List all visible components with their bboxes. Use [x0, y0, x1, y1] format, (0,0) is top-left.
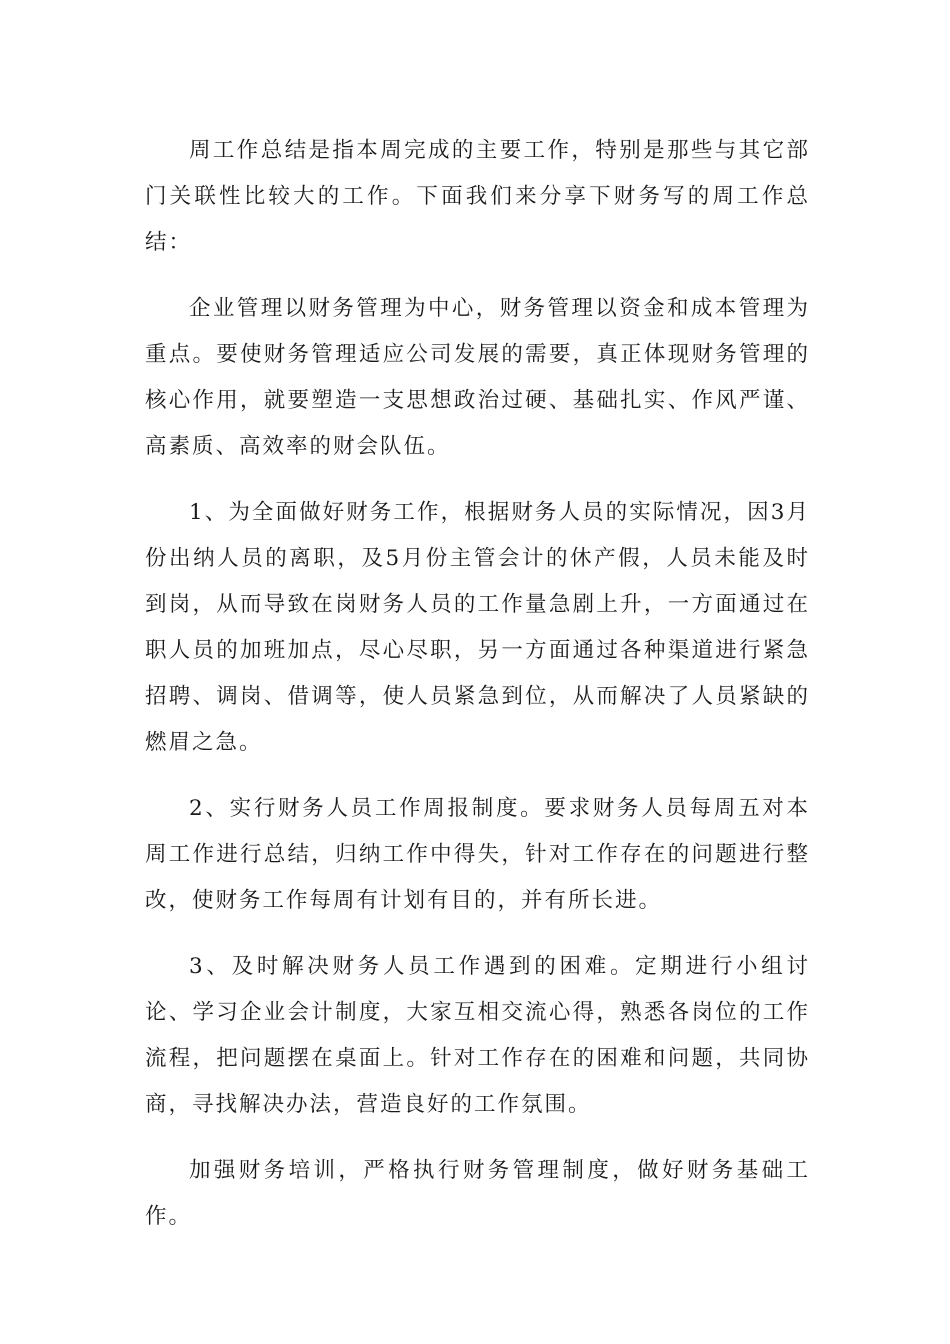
overview-paragraph: 企业管理以财务管理为中心，财务管理以资金和成本管理为重点。要使财务管理适应公司发展的需要，真正体现财务管理的核心作用，就要塑造一支思想政治过硬、基础扎实、作风严谨、高素质、高效率的财会队伍。	[145, 296, 810, 459]
item-2-paragraph: 2、实行财务人员工作周报制度。要求财务人员每周五对本周工作进行总结，归纳工作中得失，针对工作存在的问题进行整改，使财务工作每周有计划有目的，并有所长进。	[145, 796, 810, 913]
document-body	[145, 128, 810, 1260]
intro-paragraph: 周工作总结是指本周完成的主要工作，特别是那些与其它部门关联性比较大的工作。下面我们来分享下财务写的周工作总结：	[145, 138, 810, 255]
item-1-paragraph: 1、为全面做好财务工作，根据财务人员的实际情况，因3月份出纳人员的离职，及5月份主管会计的休产假，人员未能及时到岗，从而导致在岗财务人员的工作量急剧上升，一方面通过在职人员的加班加点，尽心尽职，另一方面通过各种渠道进行紧急招聘、调岗、借调等，使人员紧急到位，从而解决了人员紧缺的燃眉之急。	[145, 500, 810, 755]
closing-paragraph: 加强财务培训，严格执行财务管理制度，做好财务基础工作。	[145, 1158, 810, 1229]
item-3-paragraph: 3、及时解决财务人员工作遇到的困难。定期进行小组讨论、学习企业会计制度，大家互相交流心得，熟悉各岗位的工作流程，把问题摆在桌面上。针对工作存在的困难和问题，共同协商，寻找解决办法，营造良好的工作氛围。	[145, 954, 810, 1117]
